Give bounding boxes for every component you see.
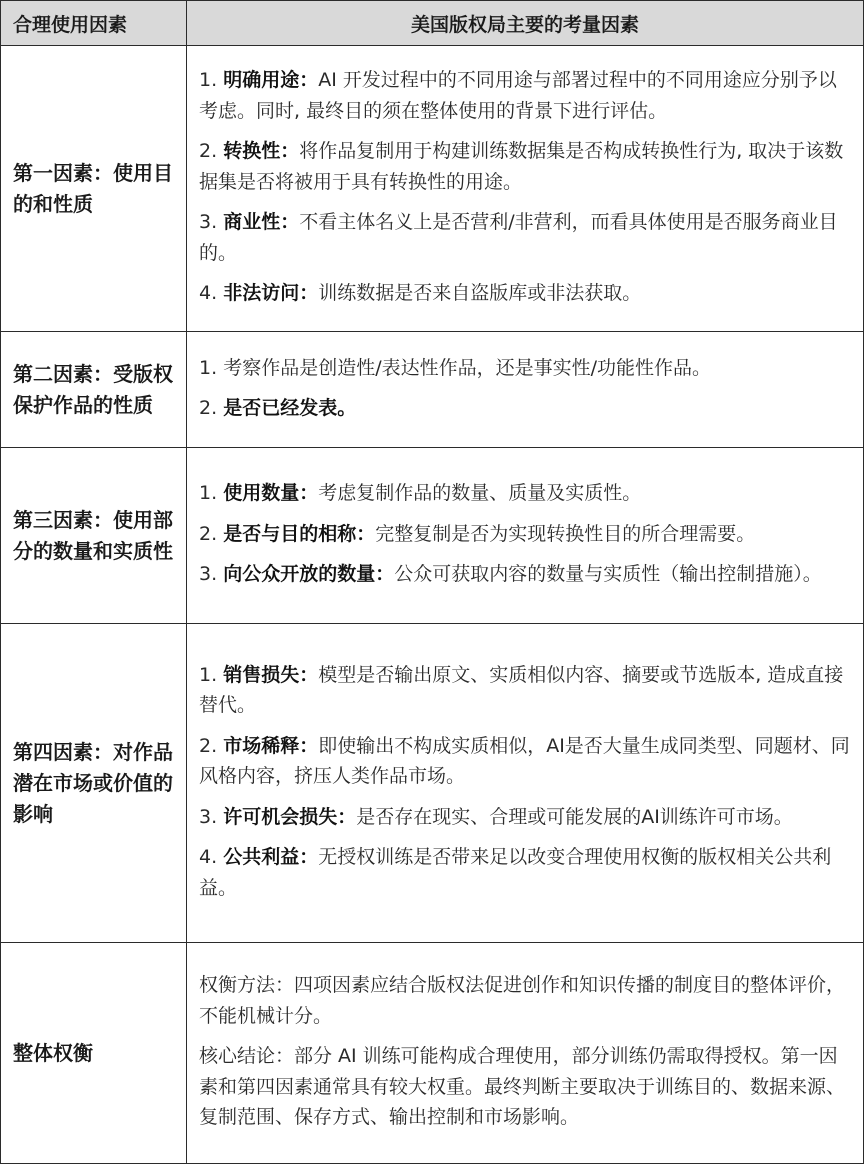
item-number: 3. xyxy=(199,563,218,586)
table-row-factor-4 xyxy=(1,624,864,943)
item-text: 训练数据是否来自盗版库或非法获取。 xyxy=(318,282,642,305)
item-text: 无授权训练是否带来足以改变合理使用权衡的版权相关公共利益。 xyxy=(199,846,832,899)
factor-label: 整体权衡 xyxy=(1,943,187,1164)
list-item xyxy=(199,136,855,197)
list-item xyxy=(199,731,855,792)
factor-considerations xyxy=(187,624,864,943)
item-number: 1. xyxy=(199,482,218,505)
item-text: 模型是否输出原文、实质相似内容、摘要或节选版本, 造成直接替代。 xyxy=(199,663,844,717)
item-text: 将作品复制用于构建训练数据集是否构成转换性行为, 取决于该数据集是否将被用于具有转换性的用途。 xyxy=(199,140,844,193)
item-keyword: 商业性： xyxy=(223,211,300,234)
list-item xyxy=(199,519,855,550)
list-item xyxy=(199,353,855,384)
item-keyword: 是否已经发表。 xyxy=(223,397,357,419)
item-number: 3. xyxy=(199,805,218,828)
list-item xyxy=(199,278,855,309)
list-item xyxy=(199,478,855,509)
item-keyword: 是否与目的相称： xyxy=(223,522,376,545)
list-item xyxy=(199,65,855,126)
item-number: 4. xyxy=(199,846,218,869)
factor-label: 第四因素：对作品潜在市场或价值的影响 xyxy=(1,624,187,943)
item-keyword: 许可机会损失： xyxy=(223,805,357,828)
factor-considerations xyxy=(187,943,864,1164)
item-keyword: 市场稀释： xyxy=(223,734,319,757)
item-keyword: 销售损失： xyxy=(223,663,319,686)
item-text: 核心结论：部分 AI 训练可能构成合理使用，部分训练仍需取得授权。第一因素和第四因素通常具有较大权重。最终判断主要取决于训练目的、数据来源、复制范围、保存方式、输出控制和市场影响。 xyxy=(199,1045,846,1129)
item-keyword: 非法访问： xyxy=(223,282,319,305)
header-copyright-office-considerations: 美国版权局主要的考量因素 xyxy=(187,1,864,46)
list-item xyxy=(199,970,855,1031)
item-text: AI 开发过程中的不同用途与部署过程中的不同用途应分别予以考虑。同时, 最终目的须在整体使用的背景下进行评估。 xyxy=(199,69,837,122)
factor-considerations xyxy=(187,46,864,332)
item-text: 公众可获取内容的数量与实质性（输出控制措施）。 xyxy=(394,563,822,586)
item-number: 4. xyxy=(199,282,218,305)
list-item xyxy=(199,1041,855,1133)
list-item xyxy=(199,207,855,268)
table-row-factor-1 xyxy=(1,46,864,332)
item-text: 不看主体名义上是否营利/非营利，而看具体使用是否服务商业目的。 xyxy=(199,211,838,264)
table-row-factor-2 xyxy=(1,332,864,448)
item-keyword: 向公众开放的数量： xyxy=(223,563,395,586)
table-row-factor-3 xyxy=(1,448,864,624)
list-item xyxy=(199,393,855,424)
factor-considerations xyxy=(187,332,864,448)
item-number: 2. xyxy=(199,734,218,757)
item-number: 1. xyxy=(199,356,218,379)
item-text: 考虑复制作品的数量、质量及实质性。 xyxy=(318,482,642,505)
list-item xyxy=(199,559,855,590)
list-item xyxy=(199,802,855,833)
item-text: 完整复制是否为实现转换性目的所合理需要。 xyxy=(375,522,756,545)
list-item xyxy=(199,842,855,903)
item-number: 1. xyxy=(199,663,218,686)
item-keyword: 使用数量： xyxy=(223,482,319,505)
item-number: 2. xyxy=(199,522,218,545)
item-number: 1. xyxy=(199,69,218,92)
item-keyword: 明确用途： xyxy=(223,69,319,92)
item-keyword: 公共利益： xyxy=(223,846,319,869)
table-row-overall-balance xyxy=(1,943,864,1164)
item-text: 考察作品是创造性/表达性作品，还是事实性/功能性作品。 xyxy=(223,356,711,379)
factor-label: 第三因素：使用部分的数量和实质性 xyxy=(1,448,187,624)
item-text: 是否存在现实、合理或可能发展的AI训练许可市场。 xyxy=(356,805,793,828)
item-keyword: 转换性： xyxy=(223,140,300,163)
factor-label: 第一因素：使用目的和性质 xyxy=(1,46,187,332)
item-number: 2. xyxy=(199,397,218,419)
item-text: 权衡方法：四项因素应结合版权法促进创作和知识传播的制度目的整体评价，不能机械计分。 xyxy=(199,974,846,1027)
item-number: 3. xyxy=(199,211,218,234)
table-header-row xyxy=(1,1,864,46)
item-number: 2. xyxy=(199,140,218,163)
list-item xyxy=(199,660,855,721)
factor-label: 第二因素：受版权保护作品的性质 xyxy=(1,332,187,448)
item-text: 即使输出不构成实质相似，AI是否大量生成同类型、同题材、同风格内容，挤压人类作品市场。 xyxy=(199,734,850,788)
header-fair-use-factor: 合理使用因素 xyxy=(1,1,187,46)
factor-considerations xyxy=(187,448,864,624)
